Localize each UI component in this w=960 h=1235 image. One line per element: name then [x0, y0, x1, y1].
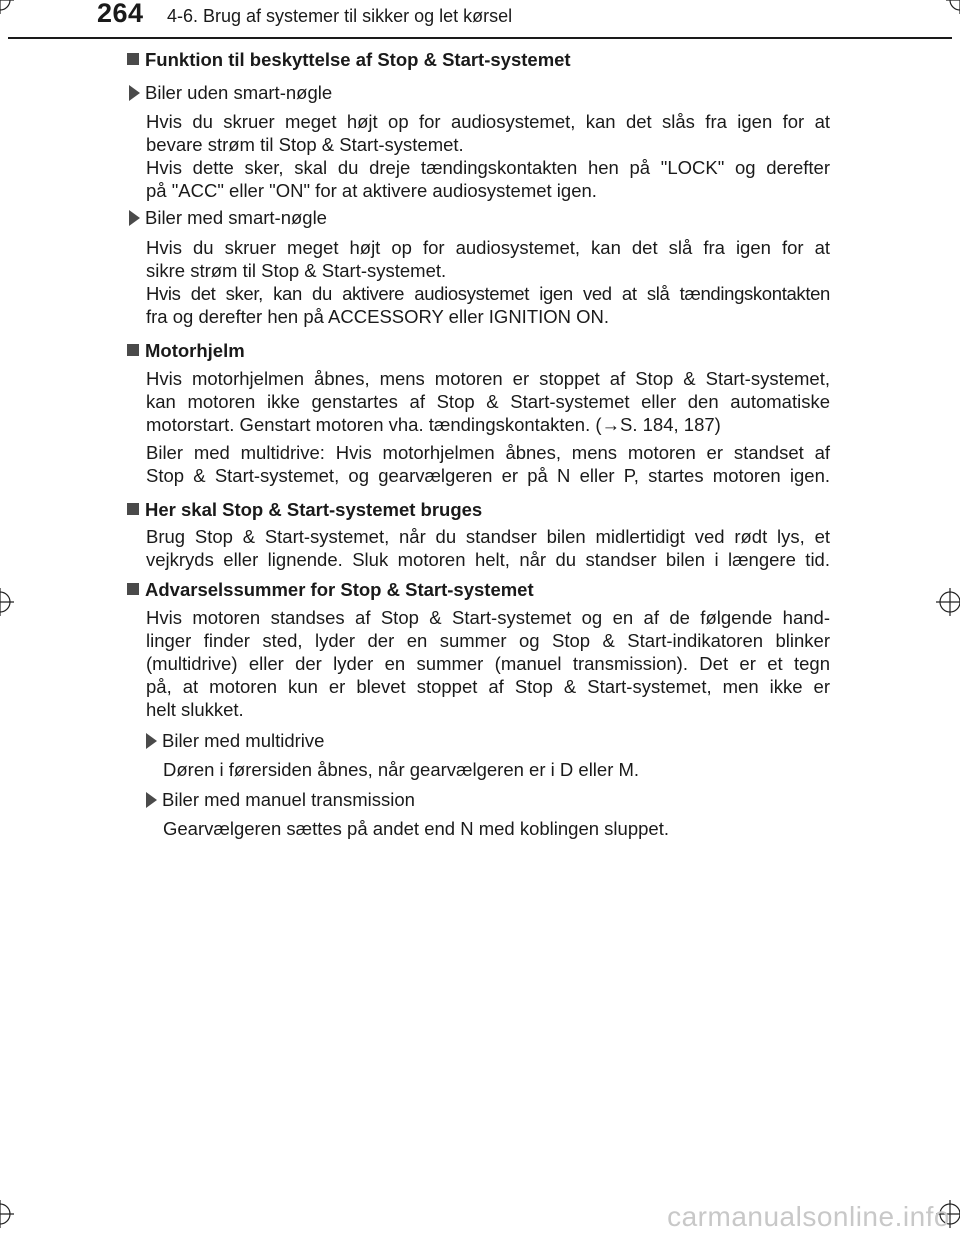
text-line: vejkryds eller lignende. Sluk motoren helt, når du standser bilen i længere tid. [146, 549, 830, 570]
text-line: Biler med multidrive: Hvis motorhjelmen åbnes, mens motoren er standset af [146, 442, 830, 463]
paragraph [146, 606, 830, 721]
text-line: Brug Stop & Start-systemet, når du standser bilen midlertidigt ved rødt lys, et [146, 526, 830, 547]
text-line: Gearvælgeren sættes på andet end N med koblingen sluppet. [163, 818, 669, 839]
triangle-bullet-icon [129, 210, 140, 226]
text-line: kan motoren ikke genstartes af Stop & Start-systemet eller den automatiske [146, 391, 830, 412]
crop-mark-bottom-left [0, 1200, 14, 1228]
text-line: på "ACC" eller "ON" for at aktivere audiosystemet igen. [146, 180, 597, 201]
paragraph [163, 758, 830, 781]
text-line: Hvis motoren standses af Stop & Start-systemet og en af de følgende hand- [146, 607, 830, 628]
text-line: helt slukket. [146, 699, 244, 720]
text-line: Hvis det sker, kan du aktivere audiosystemet igen ved at slå tændingskontakten [146, 283, 830, 304]
page-number: 264 [97, 0, 144, 28]
sub-heading [129, 206, 327, 229]
section-heading-text: Her skal Stop & Start-systemet bruges [145, 499, 483, 520]
sub-heading-text: Biler uden smart-nøgle [145, 82, 333, 103]
text-line: Hvis du skruer meget højt op for audiosystemet, kan det slås fra igen for at [146, 111, 830, 132]
section-title: 4-6. Brug af systemer til sikker og let kørsel [167, 6, 513, 26]
header-divider [8, 37, 952, 39]
paragraph [146, 441, 830, 487]
section-heading [127, 339, 245, 362]
text-line: (multidrive) eller der lyder en summer (manuel transmission). Det er et tegn [146, 653, 830, 674]
section-heading [127, 48, 571, 71]
sub-heading [129, 81, 332, 104]
text-line: motorstart. Genstart motoren vha. tændingskontakten. (→S. 184, 187) [146, 414, 721, 435]
text-line: Hvis du skruer meget højt op for audiosystemet, kan det slå fra igen for at [146, 237, 830, 258]
text-line: linger finder sted, lyder der en summer og Stop & Start-indikatoren blinker [146, 630, 830, 651]
paragraph [163, 817, 830, 840]
text-line: sikre strøm til Stop & Start-systemet. [146, 260, 447, 281]
section-heading-text: Funktion til beskyttelse af Stop & Start-systemet [145, 49, 571, 70]
square-bullet-icon [127, 344, 139, 356]
square-bullet-icon [127, 53, 139, 65]
paragraph [146, 525, 830, 571]
triangle-bullet-icon [129, 85, 140, 101]
sub-heading-text: Biler med multidrive [162, 730, 325, 751]
section-heading [127, 578, 534, 601]
text-line: Hvis dette sker, skal du dreje tændingskontakten hen på "LOCK" og derefter [146, 157, 830, 178]
paragraph [146, 110, 830, 202]
section-heading-text: Advarselssummer for Stop & Start-systemet [145, 579, 534, 600]
text-line: på, at motoren kun er blevet stoppet af Stop & Start-systemet, men ikke er [146, 676, 830, 697]
text-line: Hvis motorhjelmen åbnes, mens motoren er stoppet af Stop & Start-systemet, [146, 368, 830, 389]
page-header [0, 0, 960, 40]
watermark: carmanualsonline.info [667, 1201, 950, 1232]
sub-heading-text: Biler med manuel transmission [162, 789, 415, 810]
crop-mark-mid-left [0, 588, 14, 616]
text-line: Døren i førersiden åbnes, når gearvælgeren er i D eller M. [163, 759, 640, 780]
square-bullet-icon [127, 503, 139, 515]
paragraph [146, 367, 830, 436]
sub-heading [146, 788, 415, 811]
sub-heading-text: Biler med smart-nøgle [145, 207, 327, 228]
square-bullet-icon [127, 583, 139, 595]
text-line: bevare strøm til Stop & Start-systemet. [146, 134, 464, 155]
sub-heading [146, 729, 324, 752]
triangle-bullet-icon [146, 733, 157, 749]
section-heading [127, 498, 482, 521]
paragraph [146, 236, 830, 328]
text-line: fra og derefter hen på ACCESSORY eller IGNITION ON. [146, 306, 610, 327]
triangle-bullet-icon [146, 792, 157, 808]
section-heading-text: Motorhjelm [145, 340, 245, 361]
text-line: Stop & Start-systemet, og gearvælgeren er på N eller P, startes motoren igen. [146, 465, 830, 486]
crop-mark-mid-right [936, 588, 960, 616]
